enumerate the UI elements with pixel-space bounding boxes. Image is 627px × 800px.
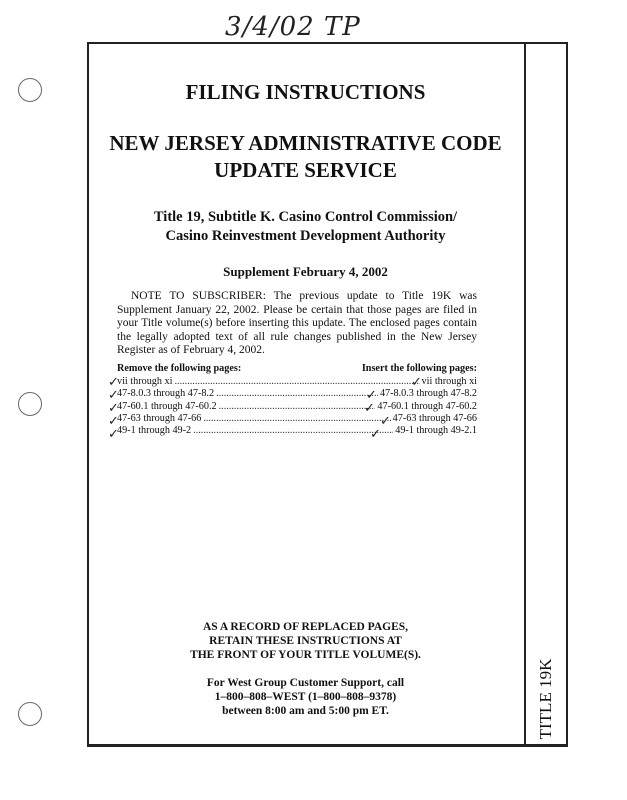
title-heading bbox=[87, 208, 524, 246]
dot-leader bbox=[193, 425, 393, 436]
punch-hole bbox=[18, 392, 42, 416]
check-mark-icon: ✓ bbox=[370, 427, 381, 442]
code-heading bbox=[87, 130, 524, 184]
title-heading-line2: Casino Reinvestment Development Authority bbox=[165, 228, 446, 244]
table-row bbox=[117, 376, 477, 388]
check-mark-icon: ✓ bbox=[108, 401, 119, 416]
check-mark-icon: ✓ bbox=[411, 375, 422, 390]
punch-hole bbox=[18, 702, 42, 726]
table-row bbox=[117, 401, 477, 413]
retain-line3: THE FRONT OF YOUR TITLE VOLUME(S). bbox=[190, 649, 421, 661]
support-phone: 1–800–808–WEST (1–800–808–9378) bbox=[214, 691, 397, 703]
punch-hole bbox=[18, 78, 42, 102]
remove-pages: 47-60.1 through 47-60.2 bbox=[117, 400, 217, 412]
retain-line2: RETAIN THESE INSTRUCTIONS AT bbox=[209, 635, 402, 647]
dot-leader bbox=[174, 376, 419, 387]
insert-pages: 49-1 through 49-2.1 bbox=[395, 425, 477, 437]
check-mark-icon: ✓ bbox=[108, 388, 119, 403]
remove-pages: 47-63 through 47-66 bbox=[117, 412, 202, 424]
remove-pages: vii through xi bbox=[117, 376, 173, 387]
dot-leader bbox=[216, 388, 378, 399]
insert-pages: 47-8.0.3 through 47-8.2 bbox=[379, 388, 477, 400]
retain-line1: AS A RECORD OF REPLACED PAGES, bbox=[202, 621, 409, 633]
check-mark-icon: ✓ bbox=[108, 427, 119, 442]
table-row bbox=[117, 425, 477, 437]
page-replacement-table bbox=[117, 363, 477, 437]
retain-instructions bbox=[87, 620, 524, 662]
dot-leader bbox=[219, 401, 376, 412]
dot-leader bbox=[203, 413, 390, 424]
check-mark-icon: ✓ bbox=[380, 414, 391, 429]
remove-header: Remove the following pages: bbox=[117, 363, 242, 374]
check-mark-icon: ✓ bbox=[108, 375, 119, 390]
spine-tab bbox=[524, 42, 568, 747]
table-row bbox=[117, 388, 477, 400]
remove-pages: 47-8.0.3 through 47-8.2 bbox=[117, 388, 215, 400]
check-mark-icon: ✓ bbox=[366, 388, 377, 403]
table-row bbox=[117, 413, 477, 425]
insert-pages: 47-60.1 through 47-60.2 bbox=[377, 400, 477, 412]
check-mark-icon: ✓ bbox=[108, 414, 119, 429]
insert-pages: 47-63 through 47-66 bbox=[392, 412, 477, 424]
page-title: FILING INSTRUCTIONS bbox=[185, 80, 426, 104]
check-mark-icon: ✓ bbox=[364, 401, 375, 416]
support-line1: For West Group Customer Support, call bbox=[206, 677, 405, 689]
insert-pages: vii through xi bbox=[421, 376, 477, 387]
table-header bbox=[117, 363, 477, 374]
supplement-date: Supplement February 4, 2002 bbox=[223, 264, 388, 279]
insert-header: Insert the following pages: bbox=[361, 363, 477, 374]
customer-support bbox=[87, 676, 524, 718]
handwritten-date-note: 3/4/02 TP bbox=[225, 12, 361, 42]
remove-pages: 49-1 through 49-2 bbox=[117, 425, 192, 437]
support-hours: between 8:00 am and 5:00 pm ET. bbox=[222, 705, 389, 717]
code-heading-line1: NEW JERSEY ADMINISTRATIVE CODE bbox=[109, 131, 502, 155]
title-heading-line1: Title 19, Subtitle K. Casino Control Commission/ bbox=[153, 209, 458, 225]
subscriber-note: NOTE TO SUBSCRIBER: The previous update to Title 19K was Supplement January 22, 2002. Please be certain that those pages are filed in your Title volume(s) before inserting this update. The enclosed pages contain the legally adopted text of all rule changes published in the New Jersey Register as of February 4, 2002. bbox=[117, 290, 477, 356]
spine-label: TITLE 19K bbox=[536, 658, 555, 740]
code-heading-line2: UPDATE SERVICE bbox=[214, 158, 397, 182]
